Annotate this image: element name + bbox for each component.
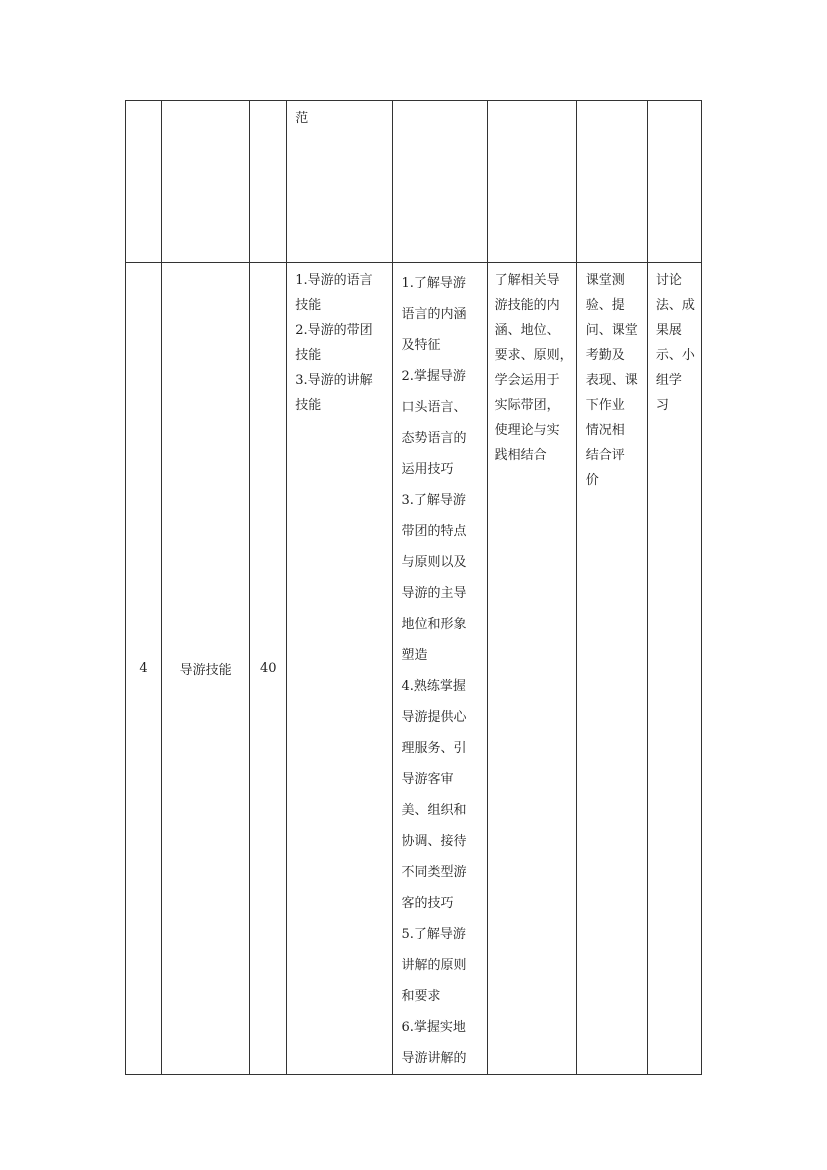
row-number: 4: [139, 661, 148, 676]
requirements-line: 理服务、引: [401, 741, 467, 756]
content-line: 3.导游的讲解: [295, 373, 373, 388]
goals-line: 践相结合: [494, 448, 547, 463]
assessment-line: 价: [585, 473, 599, 488]
requirements-line: 及特征: [401, 338, 441, 353]
assessment-line: 表现、课: [585, 373, 638, 388]
table-row-continued: [126, 101, 702, 263]
assessment-line: 结合评: [585, 448, 625, 463]
requirements-line: 导游客审: [401, 772, 454, 787]
requirements-line: 6.掌握实地: [401, 1020, 466, 1035]
cell-goals: [487, 101, 576, 263]
requirements-line: 地位和形象: [401, 617, 467, 632]
cell-number: [126, 101, 162, 263]
requirements-line: 3.了解导游: [401, 493, 466, 508]
requirements-line: 带团的特点: [401, 524, 467, 539]
cell-goals: [487, 263, 576, 1075]
cell-assessment: [576, 101, 647, 263]
requirements-line: 导游讲解的: [401, 1051, 467, 1066]
requirements-line: 导游的主导: [401, 586, 467, 601]
requirements-line: 客的技巧: [401, 896, 454, 911]
requirements-line: 讲解的原则: [401, 958, 467, 973]
assessment-line: 问、课堂: [585, 323, 638, 338]
goals-line: 了解相关导: [494, 273, 560, 288]
methods-line: 习: [655, 398, 669, 413]
requirements-line: 5.了解导游: [401, 927, 466, 942]
cell-topic: [162, 101, 250, 263]
syllabus-table: [125, 100, 702, 1075]
assessment-line: 情况相: [585, 423, 625, 438]
requirements-line: 4.熟练掌握: [401, 679, 466, 694]
cell-hours: [250, 101, 287, 263]
requirements-line: 运用技巧: [401, 462, 454, 477]
goals-line: 涵、地位、: [494, 323, 560, 338]
requirements-line: 2.掌握导游: [401, 369, 466, 384]
table-row: [126, 263, 702, 1075]
cell-topic: [162, 263, 250, 1075]
requirements-line: 态势语言的: [401, 431, 467, 446]
goals-lines: [488, 263, 576, 468]
requirements-line: 导游提供心: [401, 710, 467, 725]
content-tail-text: 范: [295, 111, 309, 126]
goals-line: 要求、原则，: [494, 348, 573, 363]
requirements-line: 语言的内涵: [401, 307, 467, 322]
cell-methods: [647, 263, 701, 1075]
methods-line: 讨论: [655, 273, 682, 288]
methods-line: 组学: [655, 373, 682, 388]
content-line: 技能: [295, 398, 322, 413]
requirements-line: 协调、接待: [401, 834, 467, 849]
cell-assessment: [576, 263, 647, 1075]
cell-requirements: [393, 101, 487, 263]
assessment-line: 下作业: [585, 398, 625, 413]
content-line: 2.导游的带团: [295, 323, 373, 338]
requirements-line: 不同类型游: [401, 865, 467, 880]
goals-line: 游技能的内: [494, 298, 560, 313]
assessment-lines: [577, 263, 647, 493]
methods-line: 示、小: [655, 348, 695, 363]
goals-line: 使理论与实: [494, 423, 560, 438]
content-line: 1.导游的语言: [295, 273, 373, 288]
cell-content: [287, 263, 393, 1075]
requirements-line: 塑造: [401, 648, 428, 663]
cell-methods: [647, 101, 701, 263]
methods-line: 法、成: [655, 298, 695, 313]
content-line: 技能: [295, 348, 322, 363]
methods-line: 果展: [655, 323, 682, 338]
requirements-line: 美、组织和: [401, 803, 467, 818]
assessment-line: 课堂测: [585, 273, 625, 288]
cell-content: [287, 101, 393, 263]
topic-text: 导游技能: [179, 663, 232, 678]
requirements-line: 1.了解导游: [401, 276, 466, 291]
requirements-line: 和要求: [401, 989, 441, 1004]
assessment-line: 考勤及: [585, 348, 625, 363]
goals-line: 学会运用于: [494, 373, 560, 388]
requirements-line: 口头语言、: [401, 400, 467, 415]
hours-text: 40: [259, 661, 277, 676]
content-line: 技能: [295, 298, 322, 313]
cell-number: [126, 263, 162, 1075]
cell-hours: [250, 263, 287, 1075]
requirements-lines: [393, 263, 486, 1074]
content-lines: [287, 263, 392, 418]
methods-lines: [648, 263, 701, 418]
goals-line: 实际带团，: [494, 398, 560, 413]
assessment-line: 验、提: [585, 298, 625, 313]
requirements-line: 与原则以及: [401, 555, 467, 570]
cell-requirements: [393, 263, 487, 1075]
